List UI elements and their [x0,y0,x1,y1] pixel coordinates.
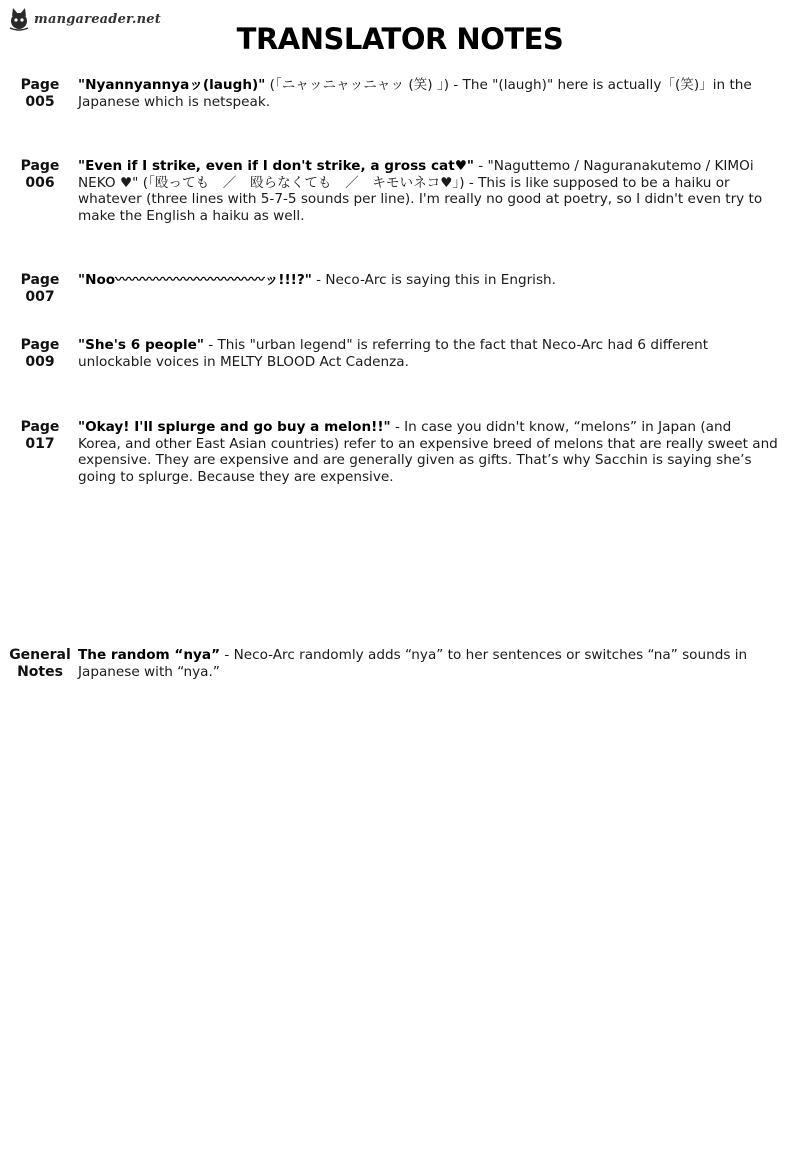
note-label [4,77,76,110]
note-body [78,158,778,224]
note-body [78,77,778,110]
note-label [4,272,76,305]
note-title: "Noo〰〰〰〰〰〰〰〰〰〰〰ッ!!!?" [78,272,312,288]
note-body [78,647,778,680]
note-label [4,647,76,680]
note-label [4,419,76,452]
watermark-text: mangareader.net [34,11,161,27]
note-label-line2: 017 [25,435,55,452]
note-label-line1: Page [20,158,60,174]
note-title: "She's 6 people" [78,337,204,353]
note-title: The random “nya” [78,647,221,663]
note-label-line1: Page [20,77,60,93]
note-label-line2: Notes [17,663,63,680]
note-text: - "Naguttemo / Naguranakutemo / KIMOi NEKO ♥" (「殴っても ／ 殴らなくても ／ キモいネコ♥」) - This is like supposed to be a haiku or whatever (three lines with 5-7-5 sounds per line). I'm really no good at poetry, so I didn't even try to make the English a haiku as well. [78,158,763,224]
note-body [78,419,778,485]
note-label-line2: 005 [25,93,55,110]
note-label-line1: Page [20,272,60,288]
note-label [4,337,76,370]
note-title: "Okay! I'll splurge and go buy a melon!!" [78,419,391,435]
page-title: TRANSLATOR NOTES [236,22,564,56]
note-text: - This "urban legend" is referring to the fact that Neco-Arc had 6 different unlockable voices in MELTY BLOOD Act Cadenza. [78,337,709,370]
note-label-line2: 007 [25,288,55,305]
note-text: - Neco-Arc is saying this in Engrish. [311,272,556,288]
note-text: - Neco-Arc randomly adds “nya” to her sentences or switches “na” sounds in Japanese with “nya.” [78,647,748,680]
note-body [78,272,778,289]
note-label-line1: Page [20,419,60,435]
note-text: (「ニャッニャッニャッ (笑) 」) - The "(laugh)" here is actually「(笑)」in the Japanese which is netspeak. [78,77,752,110]
note-label-line2: 009 [25,353,55,370]
note-title: "Even if I strike, even if I don't strike, a gross cat♥" [78,158,474,174]
note-text: - In case you didn't know, “melons” in Japan (and Korea, and other East Asian countries) refer to an expensive breed of melons that are really sweet and expensive. They are expensive and are generally given as gifts. That’s why Sacchin is saying she’s going to splurge. Because they are expensive. [78,419,778,485]
note-label-line1: Page [20,337,60,353]
note-label [4,158,76,191]
note-body [78,337,778,370]
note-label-line1: General [9,647,71,663]
note-label-line2: 006 [25,174,55,191]
note-title: "Nyannyannyaッ(laugh)" [78,77,266,93]
